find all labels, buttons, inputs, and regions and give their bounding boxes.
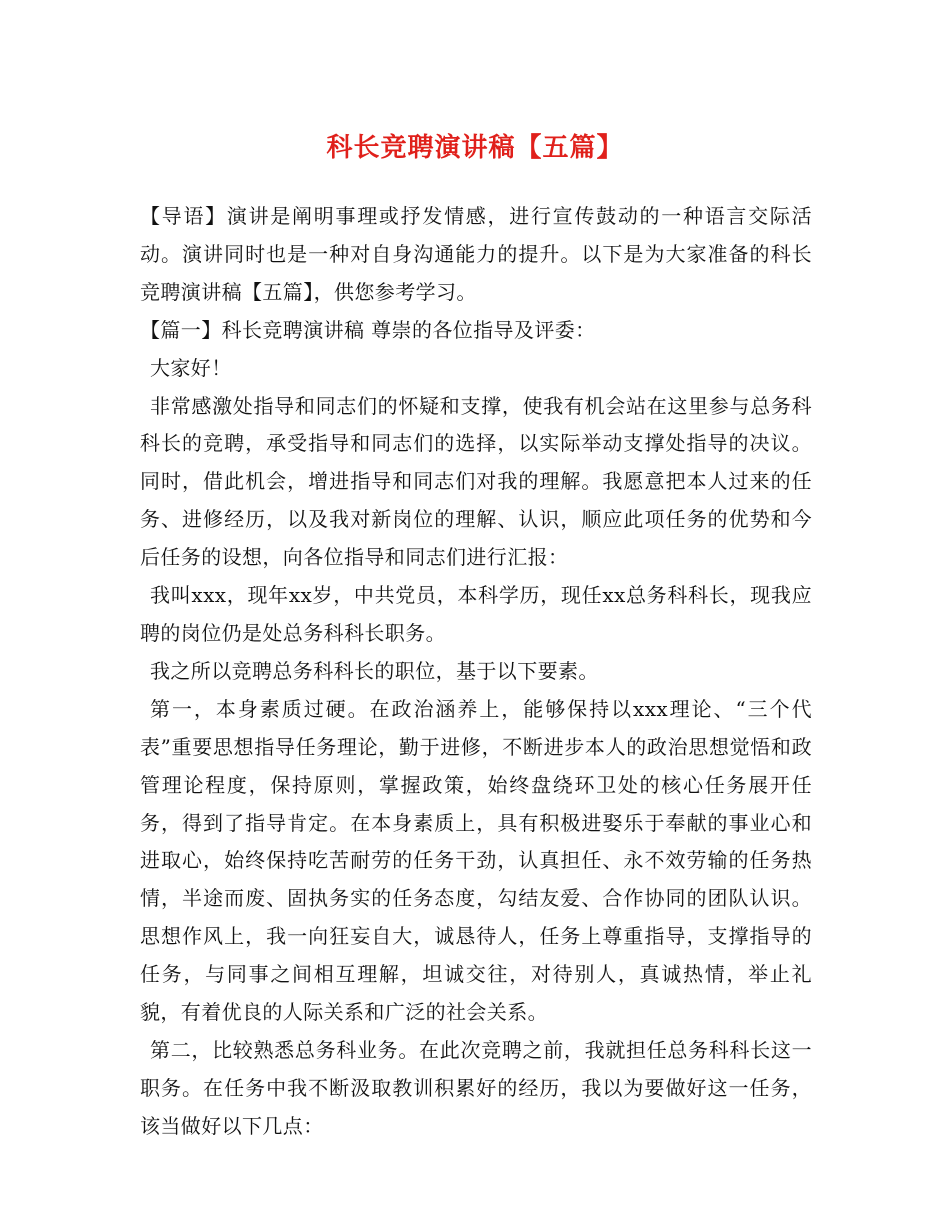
paragraph-part-one-heading: 【篇一】科长竞聘演讲稿 尊崇的各位指导及评委：	[140, 317, 596, 342]
paragraph-self-intro: 我叫xxx，现年xx岁，中共党员，本科学历，现任xx总务科科长，现我应聘的岗位仍是处总务科科长职务。	[140, 583, 812, 645]
paragraph-greeting: 大家好！	[150, 355, 232, 380]
paragraph-reason-two: 第二，比较熟悉总务科业务。在此次竞聘之前，我就担任总务科科长这一职务。在任务中我不断汲取教训积累好的经历，我以为要做好这一任务，该当做好以下几点：	[140, 1037, 812, 1138]
paragraph-reason-one: 第一，本身素质过硬。在政治涵养上，能够保持以xxx理论、“三个代表”重要思想指导任务理论，勤于进修，不断进步本人的政治思想觉悟和政管理论程度，保持原则，掌握政策，始终盘绕环卫处的核心任务展开任务，得到了指导肯定。在本身素质上，具有积极进娶乐于奉献的事业心和进取心，始终保持吃苦耐劳的任务干劲，认真担任、永不效劳输的任务热情，半途而废、固执务实的任务态度，勾结友爱、合作协同的团队认识。思想作风上，我一向狂妄自大，诚恳待人，任务上尊重指导，支撑指导的任务，与同事之间相互理解，坦诚交往，对待别人，真诚热情，举止礼貌，有着优良的人际关系和广泛的社会关系。	[140, 696, 812, 1025]
paragraph-reasons-intro: 我之所以竞聘总务科科长的职位，基于以下要素。	[150, 658, 599, 683]
document-title: 科长竞聘演讲稿【五篇】	[326, 133, 624, 163]
paragraph-intro: 【导语】演讲是阐明事理或抒发情感，进行宣传鼓动的一种语言交际活动。演讲同时也是一种对自身沟通能力的提升。以下是为大家准备的科长竞聘演讲稿【五篇】，供您参考学习。	[140, 204, 812, 304]
paragraph-thanks: 非常感激处指导和同志们的怀疑和支撑，使我有机会站在这里参与总务科科长的竞聘，承受指导和同志们的选择，以实际举动支撑处指导的决议。同时，借此机会，增进指导和同志们对我的理解。我愿意把本人过来的任务、进修经历，以及我对新岗位的理解、认识，顺应此项任务的优势和今后任务的设想，向各位指导和同志们进行汇报：	[140, 393, 812, 570]
document-body	[140, 198, 812, 1146]
